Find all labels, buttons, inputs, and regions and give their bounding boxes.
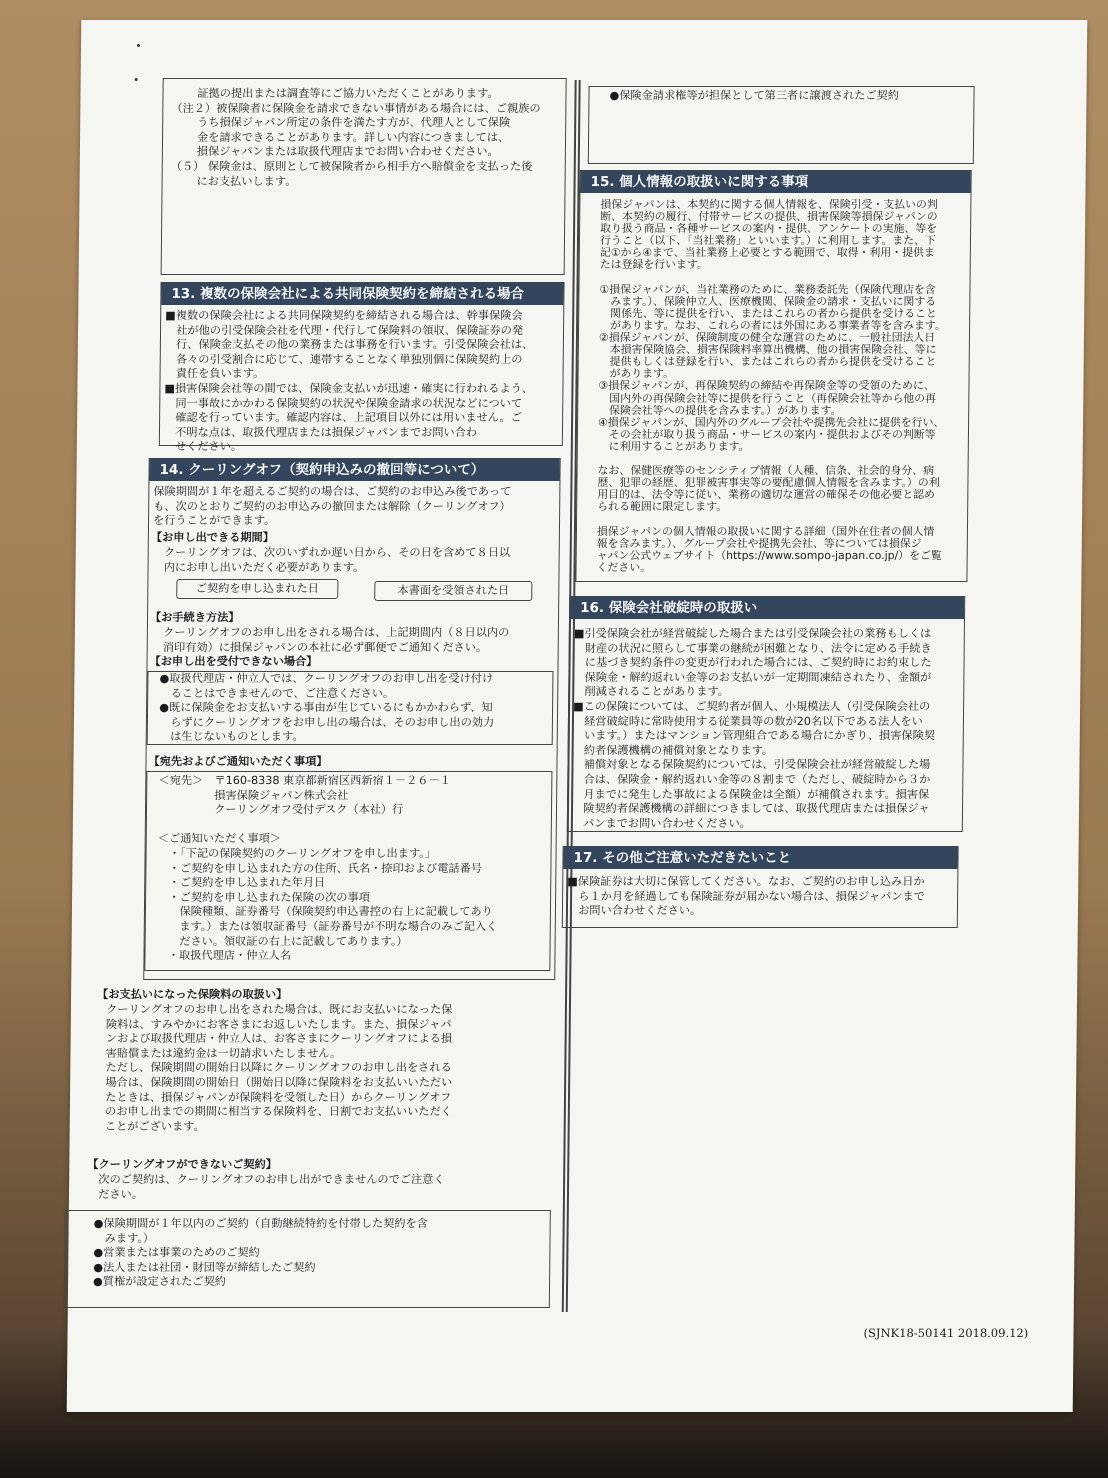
noncooling-heading: 【クーリングオフができないご契約】 (87, 1158, 278, 1171)
document-page (67, 20, 1088, 1412)
text-line: （５） 保険金は、原則として被保険者から相手方へ賠償金を支払った後 (170, 159, 533, 173)
text-line: ださい。 (86, 1187, 144, 1201)
method-text (152, 626, 554, 655)
applied-date-label: ご契約を申し込まれた日 (176, 579, 338, 599)
text-line: 記①から④まで、当社業務上必要とする範囲で、取得・利用・提供ま (599, 246, 935, 260)
text-line: ＜ご通知いただく事項＞ (146, 832, 282, 846)
right-continuation-text (609, 89, 969, 104)
text-line: に利用することがあります。 (597, 439, 750, 453)
text-line: 本損害保険協会、損害保険料率算出機構、他の損害保険会社、等に (598, 343, 937, 357)
text-line: ンおよび取扱代理店・仲立人は、お客さまにクーリングオフによる損 (94, 1032, 453, 1046)
text-line: クーリングオフは、次のいずれか遅い日から、その日を含めて８日以 (152, 546, 511, 559)
text-line: ●取扱代理店・仲立人では、クーリングオフのお申し出を受け付け (148, 672, 494, 685)
text-line: を行うことができます。 (152, 514, 276, 528)
noncooling-text (87, 1173, 553, 1202)
text-line: 補償対象となる保険契約については、引受保険会社が経営破綻した場 (572, 758, 931, 772)
text-line: 経営破綻時に常時使用する従業員等の数が20名以下である法人をい (572, 714, 923, 728)
text-line: クーリングオフ受付デスク（本社）行 (146, 803, 404, 817)
text-line: 損保ジャパンは、本契約に関する個人情報を、保険引受・支払いの判 (600, 198, 938, 211)
text-line: みます。）、保険仲立人、医療機関、保険金の請求・支払いに関する (599, 294, 937, 308)
text-line: 行、保険金支払その他の業務または事務を行います。引受保険会社は、 (164, 338, 534, 352)
text-line: ＜宛先＞ 〒160-8338 東京都新宿区西新宿１－２６－１ (147, 774, 451, 787)
section-17-text (567, 875, 955, 919)
text-line: （注２）被保険者に保険金を請求できない事情がある場合には、ご親族の (171, 101, 541, 115)
text-line: ・ご契約を申し込まれた年月日 (146, 876, 326, 890)
text-line: 取り扱う商品・各種サービスの案内・提供、アンケートの実施、等を (600, 222, 938, 236)
text-line: 財産の状況に照らして事業の継続が困難となり、法令に定める手続き (573, 641, 932, 655)
text-line: 歴、犯罪の経歴、犯罪被害事実等の要配慮個人情報を含みます。）の利 (597, 476, 940, 490)
section-14-box (143, 458, 560, 980)
punch-dot (135, 78, 138, 81)
section-13-box (159, 282, 565, 454)
text-line: ●質権が設定されたご契約 (93, 1275, 226, 1289)
text-line: にお支払いします。 (170, 174, 297, 188)
section-15-box (575, 170, 971, 582)
text-line: ■保険証券は大切に保管してください。なお、ご契約のお申し込み日か (567, 875, 925, 888)
document-code: (SJNK18-50141 2018.09.12) (863, 1326, 1029, 1340)
text-line: も、次のとおりご契約のお申込みの撤回または解除（クーリングオフ） (153, 499, 511, 513)
received-date-label: 本書面を受領された日 (374, 581, 532, 601)
text-line: ②損保ジャパンが、保険制度の健全な運営のために、一般社団法人日 (598, 331, 936, 345)
text-line: ・「下記の保険契約のクーリングオフを申し出ます。」 (146, 846, 437, 860)
cannot-box (147, 671, 554, 745)
section-13-title: 13. 複数の保険会社による共同保険契約を締結される場合 (161, 283, 563, 305)
text-line: ことがございます。 (93, 1119, 205, 1133)
text-line: 証拠の提出または調査等にご協力いただくことがあります。 (171, 87, 499, 100)
text-line: のお申し出までの期間に相当する保険料を、日割でお支払いいただく (93, 1105, 452, 1119)
text-line: います。）またはマンション管理組合である場合にかぎり、損害保険契 (572, 729, 936, 743)
text-line: クーリングオフのお申し出をされる場合は、上記期間内（８日以内の (151, 626, 510, 639)
section-16-text (572, 627, 962, 831)
text-line: うち損保ジャパン所定の条件を満たす方が、代理人として保険 (171, 116, 511, 130)
section-16-title: 16. 保険会社破綻時の取扱い (570, 597, 964, 619)
text-line: 各々の引受割合に応じて、連帯することなく単独別個に保険契約上の (164, 352, 523, 366)
text-line: ③損保ジャパンが、再保険契約の締結や再保険金等の受領のために、 (598, 379, 935, 393)
address-heading: 【宛先およびご通知いただく事項】 (148, 755, 328, 768)
section-14-intro (153, 485, 555, 529)
section-17-title: 17. その他ご注意いただきたいこと (563, 847, 957, 869)
text-line: せください。 (163, 440, 243, 454)
top-box-text (171, 87, 562, 189)
noncooling-items (93, 1217, 544, 1290)
section-17-box (562, 846, 959, 928)
text-line: 損保ジャパンまたは取扱代理店までお問い合わせください。 (170, 145, 499, 159)
refund-text (94, 1003, 555, 1134)
text-line: 報を含みます。）、グループ会社や提携先会社、等については損保ジ (596, 536, 922, 550)
text-line: 責任を負います。 (164, 367, 265, 381)
section-15-text (596, 199, 966, 574)
text-line: 同一事故にかかわる保険契約の状況や保険金請求の状況などについて (164, 396, 523, 410)
method-heading: 【お手続き方法】 (149, 611, 240, 624)
text-line: 保険種類、証券番号（保険契約申込書控の右上に記載してあり (145, 905, 493, 919)
period-text (152, 546, 554, 575)
text-line: 用目的は、法令等に従い、業務の適切な運営の確保その他必要と認め (597, 488, 936, 502)
text-line: ャパン公式ウェブサイト（https://www.sompo-japan.co.jp/）をご覧 (596, 548, 942, 562)
section-13-text (164, 309, 562, 455)
text-line (147, 818, 547, 833)
text-line: ください。 (596, 560, 652, 574)
text-line: に基づき契約条件の変更が行われた場合には、ご契約時にお約束した (573, 656, 932, 670)
text-line: 保険会社等への提供を含みます。）があります。 (598, 403, 842, 417)
text-line: 関係先、等に提供を行い、またはこれらの者から提供を受けること (599, 306, 937, 320)
text-line: ①損保ジャパンが、当社業務のために、業務委託先（保険代理店を含 (599, 282, 936, 296)
text-line: ■引受保険会社が経営破綻した場合または引受保険会社の業務もしくは (573, 627, 932, 640)
cannot-text (148, 672, 549, 745)
text-line: があります。なお、これらの者には外国にある事業者等を含みます。 (599, 318, 946, 332)
cannot-heading: 【お申し出を受付できない場合】 (149, 655, 318, 668)
text-line: ●既に保険金をお支払いする事由が生じているにもかかわらず、知 (148, 701, 493, 715)
text-line: その会社が取り扱う商品・サービスの案内・提供およびその判断等 (597, 427, 936, 441)
text-line: 確認を行っています。確認内容は、上記項目以外には用いません。ご (164, 411, 522, 425)
text-line: 月までに発生した事故による保険金は全額）が補償されます。損害保 (572, 787, 930, 801)
text-line: ます。）または領収証番号（証券番号が不明な場合のみご記入く (145, 919, 498, 933)
text-line: 削減されることがあります。 (573, 685, 730, 699)
text-line: 損害保険ジャパン株式会社 (147, 788, 349, 802)
text-line: クーリングオフのお申し出をされた場合は、既にお支払いになった保 (94, 1003, 453, 1016)
text-line: ・取扱代理店・仲立人名 (145, 949, 292, 963)
section-15-title: 15. 個人情報の取扱いに関する事項 (580, 171, 970, 193)
text-line: ■複数の保険会社による共同保険契約を締結される場合は、幹事保険会 (165, 309, 523, 322)
section-16-box (567, 596, 965, 832)
text-line: 保険期間が１年を超えるご契約の場合は、ご契約のお申込み後であって (153, 485, 512, 498)
text-line: みます。） (93, 1231, 155, 1245)
text-line (600, 272, 966, 284)
text-line (597, 513, 963, 525)
text-line: 行うこと（以下、「当社業務」といいます。）に利用します。また、下 (599, 234, 936, 248)
top-continuation-box (161, 78, 567, 275)
text-line: 険料は、すみやかにお客さまにお返しいたします。また、損保ジャパ (94, 1017, 452, 1031)
section-14-title: 14. クーリングオフ（契約申込みの撤回等について） (149, 459, 559, 481)
text-line: 内にお申し出いただく必要があります。 (152, 560, 365, 574)
text-line: ●保険期間が１年以内のご契約（自動継続特約を付帯した契約を含 (93, 1217, 428, 1230)
text-line: 不明な点は、取扱代理店または損保ジャパンまでお問い合わ (163, 425, 478, 439)
text-line: 社が他の引受保険会社を代理・代行して保険料の領収、保険証券の発 (164, 323, 524, 337)
text-line: 金を請求できることがあります。詳しい内容につきましては、 (170, 130, 510, 144)
text-line: は生じないものとします。 (147, 730, 304, 744)
text-line: 損保ジャパンの個人情報の取扱いに関する詳細（国外在住者の個人情 (596, 524, 935, 538)
text-line: 提供もしくは登録を行い、またはこれらの者から提供を受けること (598, 355, 937, 369)
right-continuation-box (588, 86, 975, 164)
text-line: 合は、保険金・解約返れい金等の８割まで（ただし、破綻時から３か (572, 772, 931, 786)
text-line: 国内外の再保険会社等に提供を行うこと（再保険会社等から他の再 (598, 391, 937, 405)
text-line: ら１か月を経過しても保険証券が届かない場合は、損保ジャパンまで (567, 889, 925, 903)
text-line: なお、保健医療等のセンシティブ情報（人種、信条、社会的身分、病 (597, 464, 935, 478)
period-heading: 【お申し出できる期間】 (150, 531, 275, 544)
text-line: ただし、保険期間の開始日以降にクーリングオフのお申し出をされる (94, 1061, 452, 1075)
text-line: ●保険金請求権等が担保として第三者に譲渡されたご契約 (609, 89, 900, 102)
text-line: ・ご契約を申し込まれた方の住所、氏名・捺印および電話番号 (146, 861, 483, 875)
text-line: お問い合わせください。 (566, 904, 702, 918)
text-line: らずにクーリングオフをお申し出の場合は、そのお申し出の効力 (147, 715, 495, 729)
text-line: 険契約者保護機構の詳細につきましては、取扱代理店または損保ジャ (571, 802, 930, 816)
text-line: ④損保ジャパンが、国内外のグループ会社や提携先会社に提供を行い、 (598, 415, 945, 429)
text-line: ・ご契約を申し込まれた保険の次の事項 (146, 890, 370, 904)
text-line: があります。 (598, 367, 675, 381)
text-line: パンまでお問い合わせください。 (571, 816, 751, 830)
text-line: ■この保険については、ご契約者が個人、小規模法人（引受保険会社の (573, 699, 931, 713)
text-line: ることはできませんので、ご注意ください。 (148, 686, 395, 700)
text-line: 消印有効）に損保ジャパンの本社に必ず郵便でご通知ください。 (151, 640, 488, 654)
text-line: 約者保護機構の補償対象となります。 (572, 743, 774, 757)
text-line: 次のご契約は、クーリングオフのお申し出ができませんのでご注意く (87, 1173, 445, 1186)
punch-dot (137, 44, 140, 47)
text-line: 保険金・解約返れい金等のお支払いが一定期間凍結されたり、金額が (573, 670, 932, 684)
text-line: ●法人または社団・財団等が締結したご契約 (93, 1260, 316, 1274)
text-line: ■損害保険会社等の間では、保険金支払いが迅速・確実に行われるよう、 (164, 381, 534, 395)
text-line: ●営業または事業のためのご契約 (93, 1246, 260, 1260)
text-line: 断、本契約の履行、付帯サービスの提供、損害保険等損保ジャパンの (600, 210, 938, 224)
text-line: たは登録を行います。 (599, 258, 708, 272)
noncooling-box (64, 1210, 551, 1308)
text-line: ださい。領収証の右上に記載してあります。） (145, 934, 408, 948)
text-line: 害賠償または違約金は一切請求いたしません。 (94, 1046, 342, 1060)
address-text (145, 774, 547, 964)
refund-heading: 【お支払いになった保険料の取扱い】 (97, 988, 288, 1001)
text-line: られる範囲に限定します。 (597, 500, 728, 514)
text-line: たときは、損保ジャパンが保険料を受領した日）からクーリングオフ (93, 1090, 452, 1104)
address-box (144, 771, 552, 971)
text-line: 場合は、保険期間の開始日（開始日以降に保険料をお支払いいただい (94, 1075, 453, 1089)
